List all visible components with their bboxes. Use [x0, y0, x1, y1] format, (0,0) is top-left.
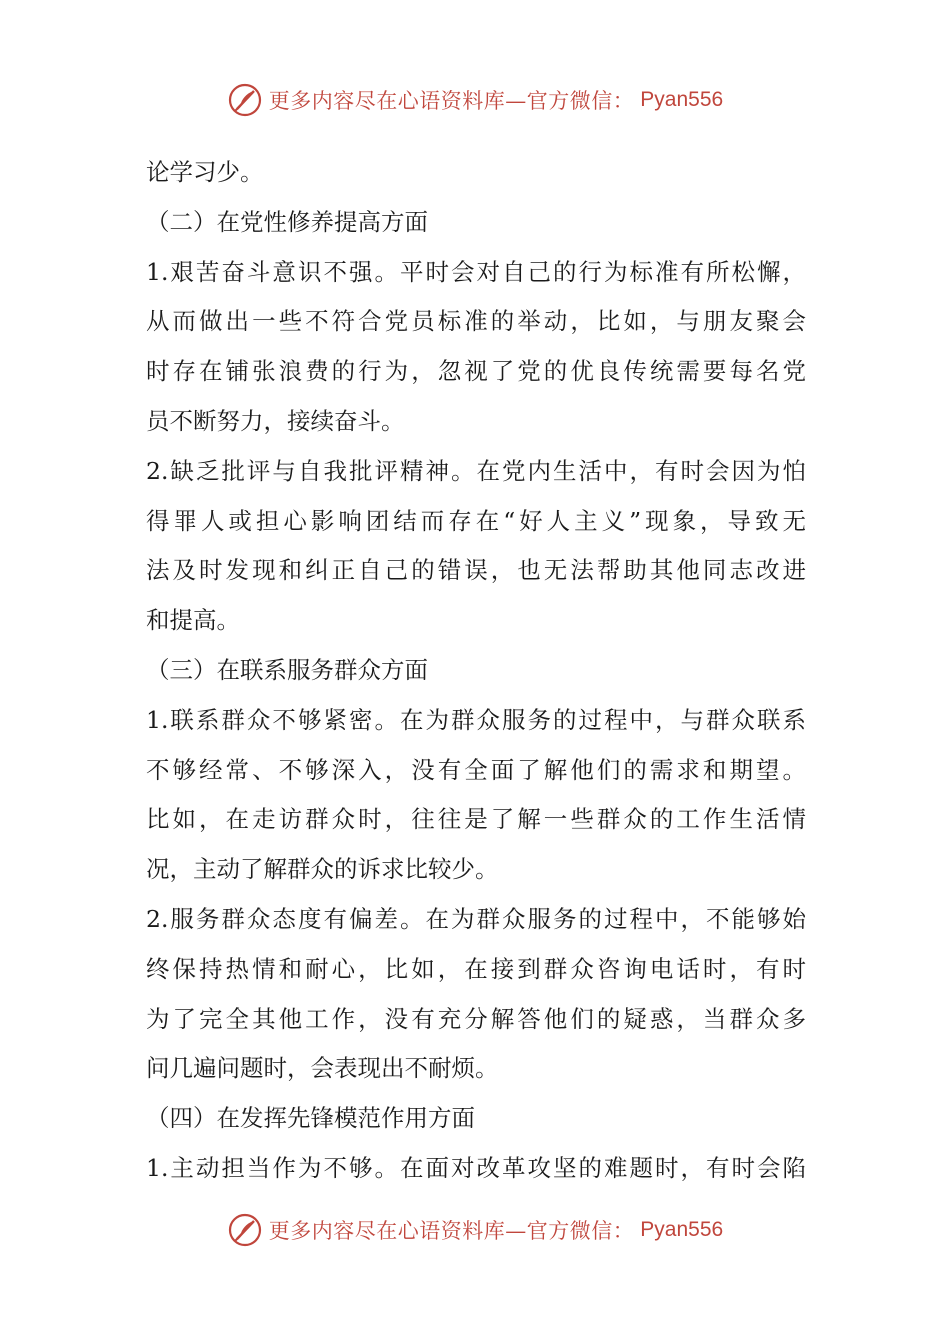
quill-logo-icon [227, 1212, 263, 1248]
footer-watermark [0, 1210, 950, 1250]
text-line: （三）在联系服务群众方面 [146, 655, 428, 684]
text-line: 不够经常、不够深入，没有全面了解他们的需求和期望。 [146, 755, 806, 784]
text-line: 况，主动了解群众的诉求比较少。 [146, 855, 499, 884]
watermark-wechat-id: Pyan556 [640, 88, 724, 111]
watermark-text: 更多内容尽在心语资料库—官方微信： [268, 89, 635, 113]
text-line: 比如，在走访群众时，往往是了解一些群众的工作生活情 [146, 805, 806, 834]
text-line: 问几遍问题时，会表现出不耐烦。 [146, 1054, 499, 1083]
quill-logo-icon [227, 82, 263, 118]
text-line: 1.艰苦奋斗意识不强。平时会对自己的行为标准有所松懈， [146, 257, 806, 286]
text-line: 论学习少。 [146, 158, 264, 186]
text-line: 得罪人或担心影响团结而存在“好人主义”现象，导致无 [146, 506, 806, 535]
text-line: 从而做出一些不符合党员标准的举动，比如，与朋友聚会 [146, 307, 806, 336]
watermark-text: 更多内容尽在心语资料库—官方微信： [268, 1219, 635, 1243]
text-line: 员不断努力，接续奋斗。 [146, 406, 405, 435]
text-line: 时存在铺张浪费的行为，忽视了党的优良传统需要每名党 [146, 357, 806, 386]
text-line: （四）在发挥先锋模范作用方面 [146, 1104, 475, 1133]
text-line: （二）在党性修养提高方面 [146, 207, 428, 236]
watermark-wechat-id: Pyan556 [640, 1218, 724, 1241]
header-watermark [0, 80, 950, 120]
text-line: 法及时发现和纠正自己的错误，也无法帮助其他同志改进 [146, 556, 806, 585]
text-line: 1.联系群众不够紧密。在为群众服务的过程中，与群众联系 [146, 705, 806, 734]
text-line: 和提高。 [146, 606, 240, 635]
text-line: 终保持热情和耐心，比如，在接到群众咨询电话时，有时 [146, 954, 806, 983]
text-line: 2.缺乏批评与自我批评精神。在党内生活中，有时会因为怕 [146, 456, 806, 485]
document-body [146, 148, 806, 1194]
text-line: 1.主动担当作为不够。在面对改革攻坚的难题时，有时会陷 [146, 1153, 806, 1182]
text-line: 2.服务群众态度有偏差。在为群众服务的过程中，不能够始 [146, 904, 806, 933]
text-line: 为了完全其他工作，没有充分解答他们的疑惑，当群众多 [146, 1004, 806, 1033]
